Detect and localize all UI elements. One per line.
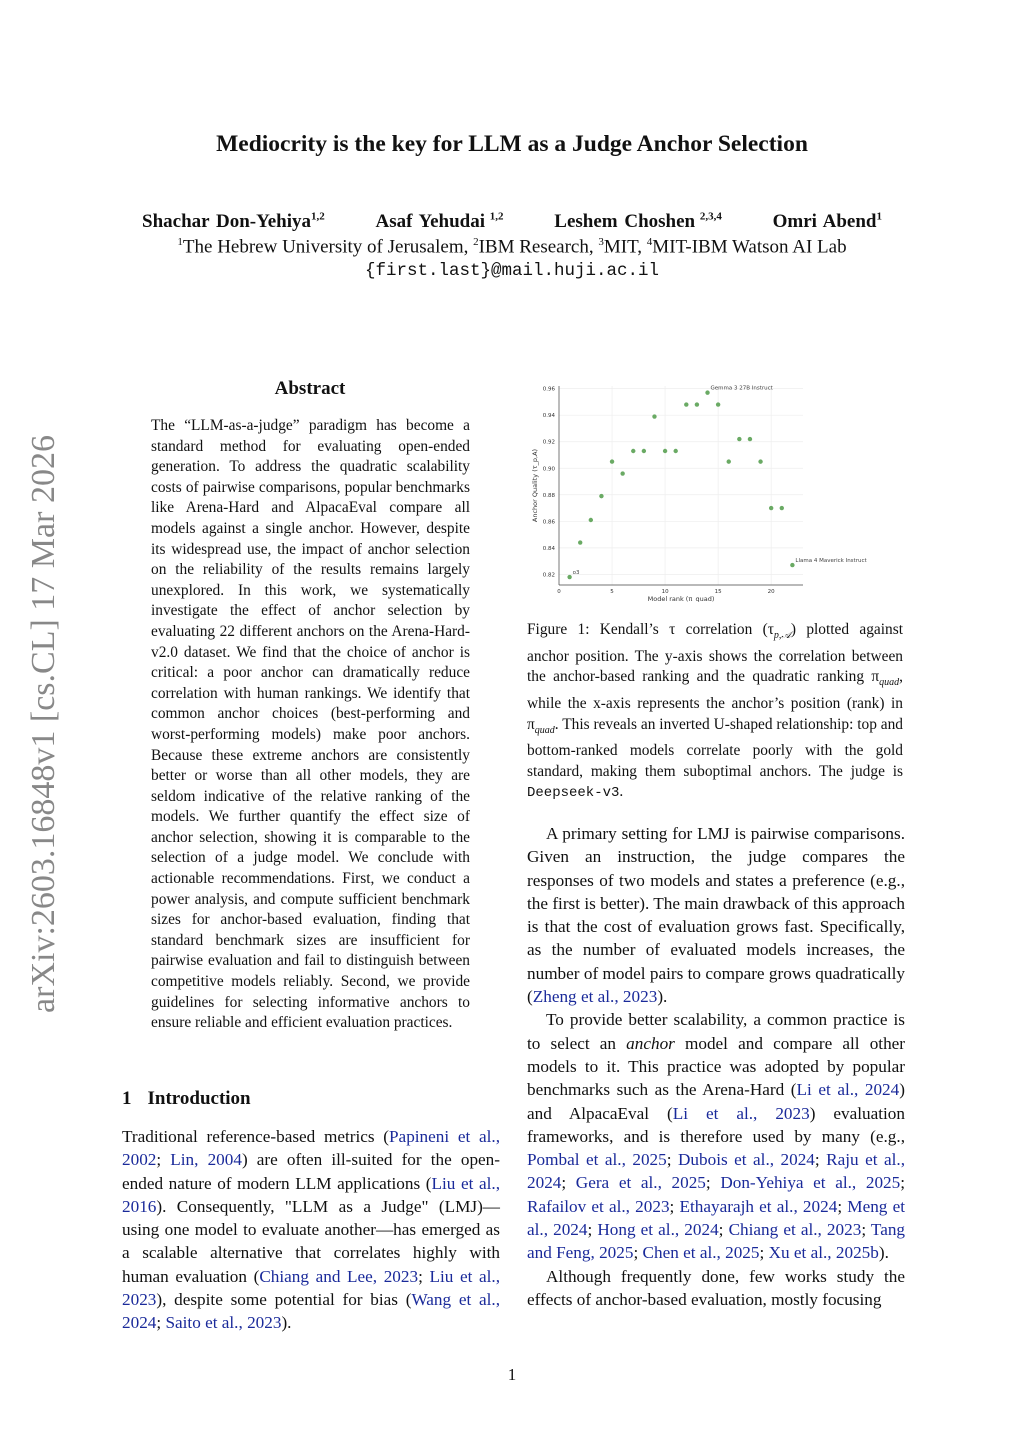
data-point [769, 506, 773, 510]
caption-text: ) plotted against anchor position. The y-axis shows the correlation between the anchor-based ranking and the quadratic ranking π [527, 621, 903, 686]
paragraph-text: Traditional reference-based metrics ( [122, 1127, 389, 1146]
author-affil-sup: 2,3,4 [695, 211, 722, 223]
author-affil-sup: 1,2 [485, 211, 504, 223]
author-name: Leshem Choshen [554, 211, 696, 233]
author [773, 211, 882, 232]
paragraph-text: ). Consequently, "LLM as a Judge" (LMJ)—using one model to evaluate another—has emerged as a scalable alternative that correlates highly with human evaluation ( [122, 1196, 500, 1286]
paragraph-text: ; [156, 1313, 166, 1333]
paragraph-text: ) evaluation frameworks, and is therefore used by many (e.g., [527, 1103, 905, 1146]
data-point [642, 449, 646, 453]
paragraph-text: ; [705, 1173, 721, 1193]
caption-subscript: quad [534, 724, 555, 736]
y-tick-label: 0.84 [542, 545, 555, 552]
x-tick-label: 10 [661, 589, 669, 595]
citation-link[interactable]: Liu et al., 2023 [122, 1266, 500, 1310]
x-tick-label: 5 [610, 589, 614, 595]
affiliations [0, 236, 1024, 258]
data-point [758, 459, 762, 463]
author-name: Asaf Yehudai [375, 211, 486, 233]
caption-text: . [619, 783, 624, 801]
section-number: 1 [122, 1088, 132, 1109]
data-point [748, 437, 752, 441]
citation-link[interactable]: Gera et al., 2025 [575, 1173, 706, 1193]
y-tick-label: 0.88 [542, 492, 555, 499]
caption-code: Deepseek-v3 [527, 785, 620, 802]
section-title: Introduction [147, 1088, 251, 1109]
x-tick-label: 15 [714, 589, 722, 595]
data-point [780, 506, 784, 510]
citation-link[interactable]: Pombal et al., 2025 [527, 1150, 667, 1170]
x-axis-label: Model rank (π_quad) [647, 595, 715, 602]
data-point [663, 449, 667, 453]
caption-subscript: p,𝒜 [773, 630, 791, 642]
x-tick-label: 0 [557, 589, 561, 595]
citation-link[interactable]: Chen et al., 2025 [642, 1243, 760, 1263]
paragraph-text: ; [759, 1243, 769, 1263]
citation-link[interactable]: Tang and Feng, 2025 [527, 1220, 906, 1263]
paragraph-text: ; [837, 1196, 848, 1216]
paragraph-text: ) and AlpacaEval ( [527, 1080, 905, 1123]
author-name: Omri Abend [772, 211, 877, 233]
point-annotation: Llama 4 Maverick Instruct [795, 558, 867, 565]
paragraph-text: ; [666, 1150, 679, 1170]
paragraph [527, 1265, 905, 1312]
author-affil-sup: 1 [876, 211, 882, 223]
paragraph-text: ; [900, 1173, 906, 1193]
right-column-body [527, 822, 905, 1311]
paragraph-text: ; [587, 1220, 598, 1240]
affiliation: MIT-IBM Watson AI Lab [652, 236, 847, 258]
affil-sup: 4 [646, 236, 653, 248]
citation-link[interactable]: Papineni et al., 2002 [122, 1127, 500, 1170]
data-point [599, 494, 603, 498]
caption-text: . This reveals an inverted U-shaped relationship: top and bottom-ranked models correlate poorly with the gold standard, making them suboptimal anchors. The judge is [527, 715, 903, 780]
data-point [567, 575, 571, 579]
affiliation: The Hebrew University of Jerusalem, [182, 236, 474, 258]
author [142, 211, 325, 232]
y-tick-label: 0.94 [542, 413, 555, 420]
data-point [620, 471, 624, 475]
abstract-text: The “LLM-as-a-judge” paradigm has become a standard method for evaluating open-ended generation. To address the quadratic scalability costs of pairwise comparisons, popular benchmarks like Arena-Hard and AlpacaEval compare all models against a single anchor. However, despite its widespread use, the impact of anchor selection on the reliability of the results remains largely unexplored. In this work, we systematically investigate the effect of anchor selection by evaluating 22 different anchors on the Arena-Hard-v2.0 dataset. We find that the choice of anchor is critical: a poor anchor can dramatically reduce correlation with human rankings. We identify that common anchor choices (best-performing and worst-performing models) make poor anchors. Because these extreme anchors are consistently better or worse than all other models, they are seldom indicative of the relative ranking of the models. We further quantify the effect size of anchor selection, showing it is comparable to the selection of a judge model. We conclude with actionable recommendations. First, we conduct a power analysis, and compute sufficient benchmark sizes for anchor-based evaluation, finding that standard benchmark sizes are insufficient for pairwise evaluation and fail to distinguish between competitive models reliably. Second, we provide guidelines for selecting informative anchors to ensure reliable and efficient evaluation practices. [151, 417, 470, 1032]
paragraph-text: ; [718, 1220, 729, 1240]
x-tick-label: 20 [767, 589, 775, 595]
section-heading [122, 1088, 251, 1110]
paragraph-text: ), despite some potential for bias ( [156, 1290, 412, 1310]
paragraph-text: ). [657, 987, 668, 1007]
paragraph-text: ; [418, 1266, 430, 1286]
paragraph-text: ; [814, 1150, 827, 1170]
paragraph-text: Although frequently done, few works study the effects of anchor-based evaluation, mostly focusing [527, 1266, 905, 1309]
citation-link[interactable]: Lin, 2004 [170, 1150, 242, 1170]
figure-caption [527, 620, 903, 804]
left-column-body [122, 1125, 500, 1335]
author-email: {first.last}@mail.huji.ac.il [364, 261, 660, 281]
paragraph-text: anchor [626, 1033, 675, 1053]
figure-1-scatter-chart [527, 380, 907, 602]
affiliation: IBM Research, [478, 236, 599, 258]
y-tick-label: 0.92 [542, 439, 555, 446]
author-list [0, 211, 1024, 233]
paper-title: Mediocrity is the key for LLM as a Judge Anchor Selection [216, 131, 808, 157]
arxiv-stamp: arXiv:2603.16848v1 [cs.CL] 17 Mar 2026 [25, 435, 62, 1013]
data-point [684, 402, 688, 406]
data-point [727, 459, 731, 463]
author [554, 211, 722, 232]
page-number: 1 [507, 1365, 517, 1384]
citation-link[interactable]: Dubois et al., 2024 [678, 1150, 815, 1170]
caption-text: , while the x-axis represents the anchor’s position (rank) in π [527, 668, 903, 733]
citation-link[interactable]: Rafailov et al., 2023 [527, 1196, 670, 1216]
paragraph-text: ). [281, 1313, 292, 1333]
point-annotation: o3 [572, 570, 580, 577]
author-name: Shachar Don-Yehiya [142, 211, 311, 233]
paragraph-text: ). [878, 1243, 889, 1263]
author-affil-sup: 1,2 [311, 211, 325, 223]
data-point [705, 390, 709, 394]
citation-link[interactable]: Chiang et al., 2023 [728, 1220, 862, 1240]
citation-link[interactable]: Meng et al., 2024 [527, 1196, 905, 1240]
citation-link[interactable]: Saito et al., 2023 [165, 1313, 282, 1333]
y-tick-label: 0.82 [542, 572, 555, 579]
y-tick-label: 0.86 [542, 519, 555, 526]
affil-sup: 2 [473, 236, 479, 248]
affil-sup: 1 [177, 236, 183, 248]
author [376, 211, 504, 232]
data-point [589, 518, 593, 522]
paragraph [527, 1008, 905, 1264]
y-tick-label: 0.90 [542, 466, 555, 473]
paragraph-text: model and compare all other models to it. This practice was adopted by popular benchmarks such as the Arena-Hard ( [527, 1033, 906, 1100]
paragraph-text: ; [861, 1220, 871, 1240]
citation-link[interactable]: Li et al., 2023 [672, 1103, 810, 1123]
data-point [695, 402, 699, 406]
affiliation: MIT, [603, 236, 647, 258]
paragraph-text: ) are often ill-suited for the open-ended nature of modern LLM applications ( [122, 1150, 500, 1193]
caption-text: Kendall’s τ correlation (τ [589, 621, 774, 638]
paragraph-text: To provide better scalability, a common practice is to select an [527, 1010, 905, 1053]
data-point [790, 563, 794, 567]
data-point [610, 459, 614, 463]
paragraph [122, 1125, 500, 1335]
citation-link[interactable]: Ethayarajh et al., 2024 [679, 1196, 838, 1216]
citation-link[interactable]: Liu et al., 2016 [122, 1173, 500, 1216]
data-point [631, 449, 635, 453]
paragraph-text: ; [561, 1173, 576, 1193]
citation-link[interactable]: Hong et al., 2024 [597, 1220, 719, 1240]
data-point [716, 402, 720, 406]
data-point [652, 414, 656, 418]
data-point [673, 449, 677, 453]
paragraph-text: ; [156, 1150, 171, 1170]
citation-link[interactable]: Xu et al., 2025b [768, 1243, 879, 1263]
paragraph-text: ; [633, 1243, 643, 1263]
citation-link[interactable]: Wang et al., 2024 [122, 1290, 500, 1333]
paragraph [527, 822, 905, 1008]
citation-link[interactable]: Zheng et al., 2023 [532, 987, 658, 1007]
y-tick-label: 0.96 [542, 386, 555, 393]
affil-sup: 3 [598, 236, 604, 248]
citation-link[interactable]: Li et al., 2024 [796, 1080, 900, 1100]
caption-label: Figure 1: [527, 621, 590, 638]
data-point [737, 437, 741, 441]
paragraph-text: ; [669, 1196, 680, 1216]
point-annotation: Gemma 3 27B Instruct [710, 385, 773, 392]
abstract-heading: Abstract [274, 378, 346, 399]
caption-subscript: quad [879, 677, 900, 689]
citation-link[interactable]: Chiang and Lee, 2023 [259, 1266, 419, 1286]
y-axis-label: Anchor Quality (τ_p,A) [531, 448, 539, 523]
citation-link[interactable]: Raju et al., 2024 [527, 1150, 906, 1193]
citation-link[interactable]: Don-Yehiya et al., 2025 [720, 1173, 901, 1193]
paragraph-text: A primary setting for LMJ is pairwise comparisons. Given an instruction, the judge compares the responses of two models and states a preference (e.g., the first is better). The main drawback of this approach is that the cost of evaluation grows fast. Specifically, as the number of evaluated models increases, the number of model pairs to compare grows quadratically ( [527, 824, 905, 1007]
data-point [578, 540, 582, 544]
